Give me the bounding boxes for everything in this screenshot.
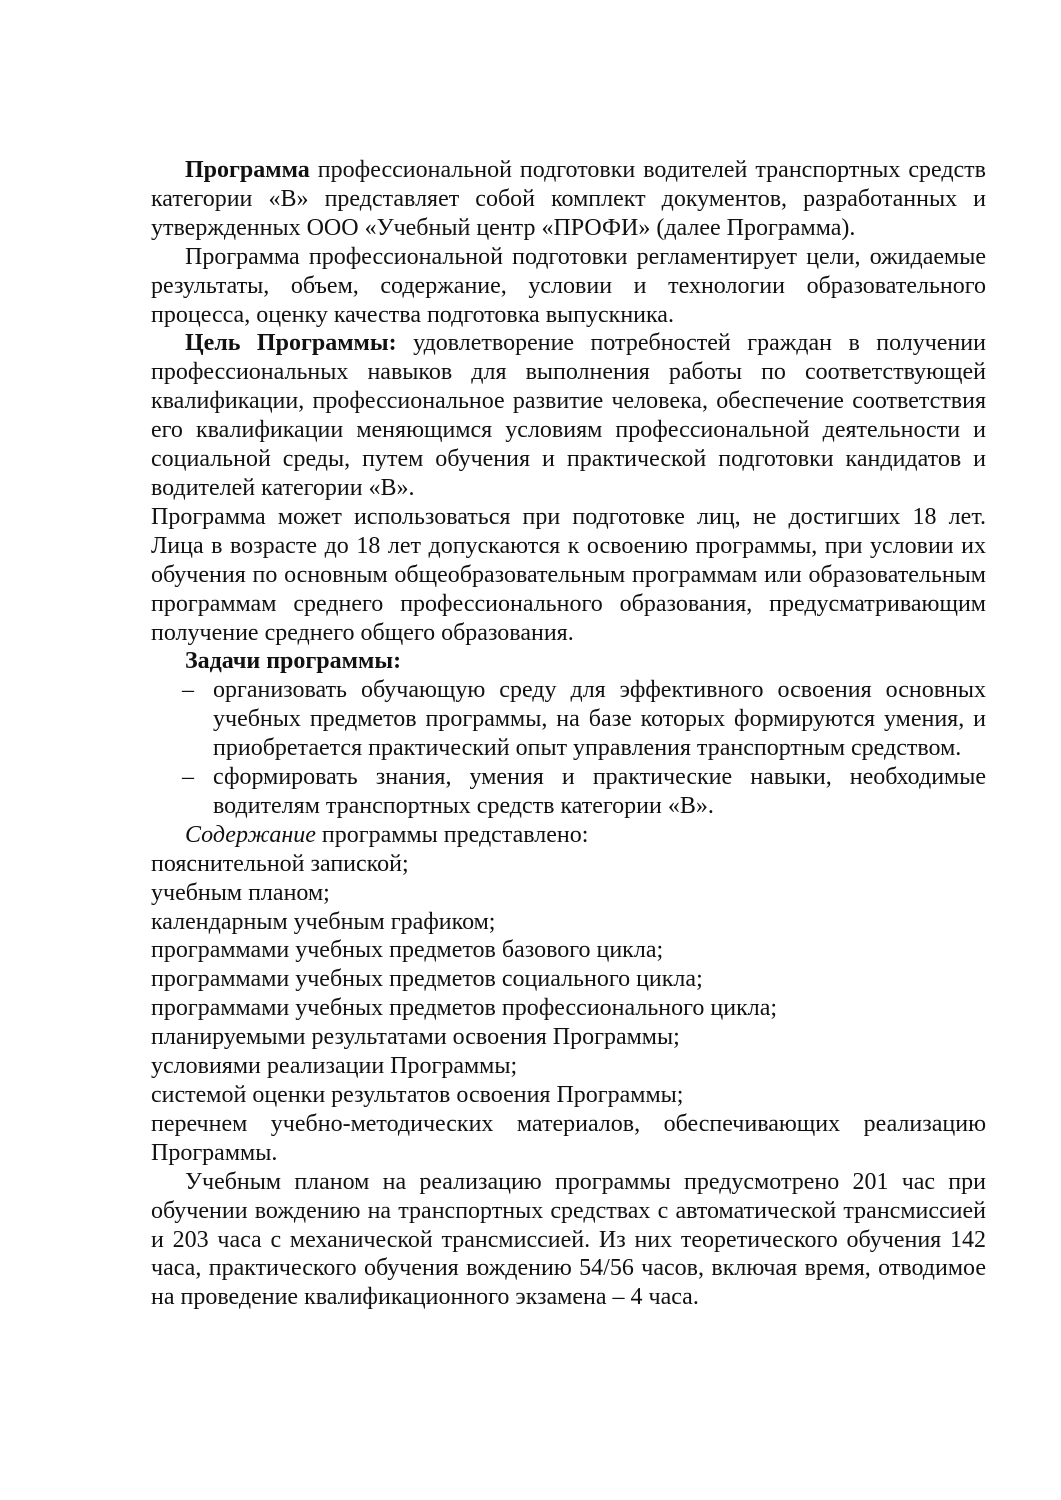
task-item-text: организовать обучающую среду для эффективного освоения основных учебных предметов программы, на базе которых формируются умения, и приобретается практический опыт управления транспортным средством. bbox=[213, 677, 986, 762]
contents-item: программами учебных предметов профессионального цикла; bbox=[151, 995, 778, 1022]
goal-paragraph bbox=[151, 329, 986, 502]
tasks-list bbox=[151, 676, 986, 821]
document-page bbox=[151, 156, 986, 1312]
dash-bullet-icon: – bbox=[182, 677, 194, 704]
goal-bold-term: Цель Программы: bbox=[185, 330, 397, 357]
contents-item: календарным учебным графиком; bbox=[151, 908, 496, 935]
intro-paragraph bbox=[151, 156, 986, 243]
contents-intro bbox=[151, 821, 986, 850]
contents-item: учебным планом; bbox=[151, 879, 330, 906]
tasks-heading: Задачи программы: bbox=[185, 648, 402, 675]
intro-text: профессиональной подготовки водителей транспортных средств категории «В» представляет собой комплект документов, разработанных и утвержденных ООО «Учебный центр «ПРОФИ» (далее Программа). bbox=[151, 157, 986, 241]
goal-text: удовлетворение потребностей граждан в получении профессиональных навыков для выполнения работы по соответствующей квалификации, профессиональное развитие человека, обеспечение соответствия его квалификации меняющимся условиям профессиональной деятельности и социальной среды, путем обучения и практической подготовки кандидатов и водителей категории «В». bbox=[151, 330, 986, 501]
contents-item: системой оценки результатов освоения Программы; bbox=[151, 1082, 684, 1108]
contents-list bbox=[151, 850, 986, 1168]
hours-paragraph: Учебным планом на реализацию программы предусмотрено 201 час при обучении вождению на транспортных средствах с автоматической трансмиссией и 203 часа с механической трансмиссией. Из них теоретического обучения 142 часа, практического обучения вождению 54/56 часов, включая время, отводимое на проведение квалификационного экзамена – 4 часа. bbox=[151, 1168, 986, 1311]
contents-item: программами учебных предметов базового цикла; bbox=[151, 937, 664, 964]
contents-italic-term: Содержание bbox=[185, 821, 316, 848]
contents-item: перечнем учебно-методических материалов, обеспечивающих реализацию Программы. bbox=[151, 1110, 986, 1166]
contents-item: условиями реализации Программы; bbox=[151, 1053, 518, 1080]
task-item bbox=[151, 676, 986, 763]
contents-item: программами учебных предметов социального цикла; bbox=[151, 966, 703, 993]
task-item-text: сформировать знания, умения и практические навыки, необходимые водителям транспортных средств категории «В». bbox=[213, 764, 986, 819]
contents-item: планируемыми результатами освоения Программы; bbox=[151, 1024, 680, 1051]
task-item bbox=[151, 763, 986, 821]
contents-item: пояснительной запиской; bbox=[151, 850, 409, 877]
dash-bullet-icon: – bbox=[182, 764, 194, 791]
intro-bold-term: Программа bbox=[185, 157, 310, 183]
contents-intro-text: программы представлено: bbox=[315, 821, 589, 848]
regulates-paragraph: Программа профессиональной подготовки регламентирует цели, ожидаемые результаты, объем, содержание, условии и технологии образовательного процесса, оценку качества подготовка выпускника. bbox=[151, 243, 986, 328]
age-note-paragraph: Программа может использоваться при подготовке лиц, не достигших 18 лет. Лица в возрасте до 18 лет допускаются к освоению программы, при условии их обучения по основным общеобразовательным программам или образовательным программам среднего профессионального образования, предусматривающим получение среднего общего образования. bbox=[151, 503, 986, 646]
